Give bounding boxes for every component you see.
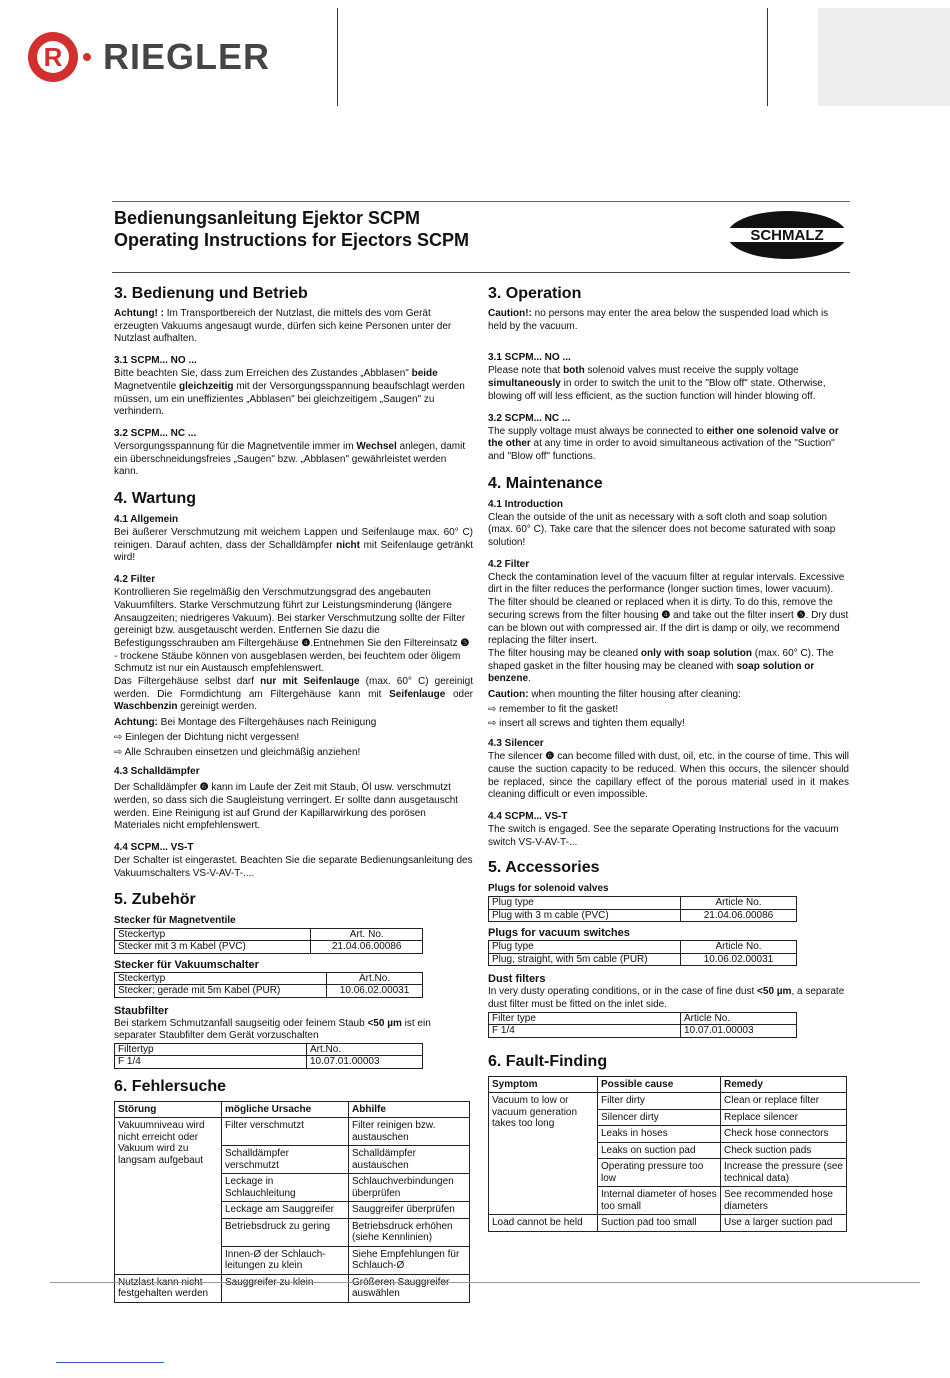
- warning-paragraph: Achtung! : Im Transportbereich der Nutzlast, die mittels des vom Gerät erzeugten Vakuums angesaugt wurde, dürfen sich keine Personen unter der Nutzlast aufhalten.: [114, 308, 452, 345]
- table-title: Plugs for solenoid valves: [488, 883, 609, 895]
- subsection-heading: 4.4 SCPM... VS-T: [488, 810, 568, 822]
- accessory-table: Steckertyp Art.No. Stecker; gerade mit 5m Kabel (PUR) 10.06.02.00031: [114, 972, 423, 998]
- accessory-table: Filtertyp Art.No. F 1/4 10.07.01.00003: [114, 1043, 423, 1069]
- fault-table: Störung mögliche Ursache Abhilfe Vakuumniveau wird nicht erreicht oder Vakuum wird zu langsam aufgebaut Filter verschmutzt Filter reinigen bzw. austauschen Schalldämpfer verschmutzt Schalldämpfer austauschen Leckage in Schlauchleitung Schlauchverbindungen überprüfen Leckage am Sauggreifer Sauggreifer überprüfen Betriebsdruck zu gering Betriebsdruck erhöhen (siehe Kennlinien) Innen-Ø der Schlauch-leitungen zu klein Siehe Empfehlungen für Schlauch-Ø festgehalten werden auswählen: [114, 1101, 470, 1303]
- fault-table: Symptom Possible cause Remedy Vacuum to low or vacuum generation takes too long Filter dirty Clean or replace filter Silencer dirty Replace silencer Leaks in hoses Check hose connectors Leaks on suction pad Check suction pads Operating pressure too low Increase the pressure (see technical data) Internal diameter of hoses too small See recommended hose diameters Load cannot be held Suction pad too small Use a larger suction pad: [488, 1076, 847, 1232]
- callout-6: ❻: [545, 751, 555, 763]
- fault-symptom: festgehalten werden: [115, 1274, 222, 1302]
- doc-title-en: Operating Instructions for Ejectors SCPM: [114, 230, 470, 250]
- subsection-heading: 4.2 Filter: [114, 574, 156, 586]
- schmalz-logo-text: SCHMALZ: [750, 227, 824, 244]
- paragraph: Bei äußerer Verschmutzung mit weichem Lappen und Seifenlauge max. 60° C) reinigen. Darauf achten, dass der Schalldämpfer nicht mit Seifenlauge getränkt wird!: [114, 527, 474, 564]
- paragraph: Please note that both solenoid valves must receive the supply voltage simultaneously in order to switch the unit to the "Blow off" state. Otherwise, blowing off will less efficient, as the suction function will hinder blowing off.: [488, 365, 826, 402]
- paragraph: The supply voltage must always be connected to either one solenoid valve or the other at any time in order to avoid simultaneous activation of the "Suction" and "Blow off" functions.: [488, 425, 839, 462]
- fault-symptom: Load cannot be held: [489, 1215, 598, 1232]
- accessory-table: Plug type Article No. Plug with 3 m cable (PVC) 21.04.06.00086: [488, 896, 797, 922]
- accessory-table: Filter type Article No. F 1/4 10.07.01.00003: [488, 1012, 797, 1038]
- callout-5: ❺: [796, 609, 806, 621]
- english-column: [488, 284, 849, 1232]
- warning-paragraph: Caution!: no persons may enter the area below the suspended load which is held by the vacuum.: [488, 308, 829, 332]
- list-item: ⇨ Alle Schrauben einsetzen und gleichmäßig anziehen!: [114, 746, 361, 758]
- section-heading: 6. Fault-Finding: [488, 1052, 608, 1070]
- footer-rule: [50, 1282, 920, 1283]
- header-divider: [337, 8, 338, 106]
- logo-initial: R: [43, 42, 63, 72]
- callout-4: ❹: [301, 637, 311, 649]
- paragraph: Bei starkem Schmutzanfall saugseitig oder feinem Staub <50 µm ist ein separater Staubfilter dem Gerät vorzuschalten: [114, 1017, 431, 1042]
- table-title: Stecker für Vakuumschalter: [114, 958, 259, 971]
- subsection-heading: 4.4 SCPM... VS-T: [114, 842, 194, 854]
- paragraph: Kontrollieren Sie regelmäßig den Verschmutzungsgrad des angebauten Vakuumfilters. Starke Verschmutzung führt zur Leistungsminderung (längere Ansaugzeiten; niedrigeres Vakuum). Bei starker Verschmutzung sollte der Filter gereinigt bzw. ausgetauscht werden. Entfernen Sie dazu die Befestigungsschrauben am Filtergehäuse ❹.Entnehmen Sie den Filtereinsatz ❺ - trockene Stäube können von ausgeblasen werden, bei feuchtem oder öligem Schmutz ist nur ein Austausch empfehlenswert.: [114, 587, 470, 675]
- subsection-heading: 3.1 SCPM... NO ...: [488, 352, 571, 364]
- callout-5: ❺: [460, 637, 470, 649]
- paragraph: Der Schalldämpfer ❻ kann im Laufe der Zeit mit Staub, Öl usw. verschmutzt werden, so dass sich die Saugleistung verringert. Er sollte dann ausgetauscht werden. Eine Reinigung ist auf Grund der Kapillarwirkung des porösen Materiales nicht empfehlenswert.: [114, 782, 459, 832]
- list-item: ⇨ remember to fit the gasket!: [488, 703, 619, 715]
- table-title: Plugs for vacuum switches: [488, 927, 630, 940]
- subsection-heading: 4.3 Silencer: [488, 738, 544, 750]
- section-heading: 4. Maintenance: [488, 474, 603, 492]
- list-item: ⇨ Einlegen der Dichtung nicht vergessen!: [114, 731, 300, 743]
- footer-link-underline[interactable]: [56, 1362, 164, 1363]
- title-rule-bottom: [112, 272, 850, 273]
- section-heading: 5. Zubehör: [114, 890, 196, 908]
- accessory-table: Steckertyp Art. No. Stecker mit 3 m Kabel (PVC) 21.04.06.00086: [114, 928, 423, 954]
- paragraph: Clean the outside of the unit as necessary with a soft cloth and soap solution (max. 60° C). Take care that the silencer does not become saturated with soap solution!: [488, 511, 836, 549]
- subsection-heading: 3.2 SCPM... NC ...: [488, 412, 571, 424]
- schmalz-logo: [726, 210, 848, 260]
- header-divider: [767, 8, 768, 106]
- brand-name: RIEGLER: [103, 36, 271, 77]
- subsection-heading: 4.1 Introduction: [488, 498, 563, 510]
- paragraph: The silencer ❻ can become filled with dust, oil, etc. in the course of time. This will cause the suction capacity to be reduced. When this occurs, the silencer should be replaced, since the capillary effect of the porous material used in it makes cleaning difficult or even impossible.: [488, 751, 849, 801]
- title-rule-top: [112, 201, 850, 202]
- logo-dot: [83, 53, 91, 61]
- header-placeholder-box: [818, 8, 950, 106]
- fault-symptom: Vacuum to low or vacuum generation takes too long: [489, 1093, 598, 1215]
- subsection-heading: 3.1 SCPM... NO ...: [114, 355, 197, 367]
- table-title: Staubfilter: [114, 1004, 169, 1017]
- paragraph: Check the contamination level of the vacuum filter at regular intervals. Excessive dirt in the filter reduces the performance (longer suction times, lower vacuum). The filter should be cleaned or replaced when it is dirty. To do this, remove the securing screws from the filter housing ❹ and take out the filter insert ❺. Dry dust can be blown out with compressed air. If the dirt is damp or oily, we recommend replacing the filter insert.: [488, 571, 849, 647]
- subsection-heading: 4.1 Allgemein: [114, 514, 179, 526]
- riegler-logo: [28, 26, 270, 88]
- paragraph: Das Filtergehäuse selbst darf nur mit Seifenlauge (max. 60° C) gereinigt werden. Die Formdichtung am Filtergehäuse kann mit Seifenlauge oder Waschbenzin gereinigt werden.: [114, 676, 473, 713]
- accessory-table: Plug type Article No. Plug, straight, with 5m cable (PUR) 10.06.02.00031: [488, 940, 797, 966]
- section-heading: 6. Fehlersuche: [114, 1077, 227, 1095]
- doc-title-de: Bedienungsanleitung Ejektor SCPM: [114, 208, 421, 228]
- section-heading: 4. Wartung: [114, 490, 197, 508]
- subsection-heading: 3.2 SCPM... NC ...: [114, 427, 197, 439]
- riegler-logo-mark: [28, 32, 78, 82]
- german-column: [114, 284, 473, 1303]
- table-title: Dust filters: [488, 973, 546, 986]
- section-heading: 3. Operation: [488, 285, 582, 302]
- section-heading: 5. Accessories: [488, 859, 600, 877]
- paragraph: In very dusty operating conditions, or in the case of fine dust <50 µm, a separate dust filter must be fitted on the inlet side.: [488, 986, 845, 1011]
- paragraph: Bitte beachten Sie, dass zum Erreichen des Zustandes „Abblasen" beide Magnetventile gleichzeitig mit der Versorgungsspannung beaufschlagt werden müssen, um ein uneffizientes „Abblasen" bei gleichzeitigem „Saugen" zu verhindern.: [114, 368, 465, 418]
- section-heading: 3. Bedienung und Betrieb: [114, 285, 308, 302]
- subsection-heading: 4.2 Filter: [488, 558, 530, 570]
- list-item: ⇨ insert all screws and tighten them equally!: [488, 718, 685, 730]
- subsection-heading: 4.3 Schalldämpfer: [114, 766, 200, 778]
- caution-line: Achtung: Bei Montage des Filtergehäuses nach Reinigung: [114, 717, 377, 729]
- paragraph: Versorgungsspannung für die Magnetventile immer im Wechsel anlegen, damit ein überschneidungsfreies „Saugen" bzw. „Abblasen" gewährleistet werden kann.: [114, 440, 466, 478]
- paragraph: The filter housing may be cleaned only with soap solution (max. 60° C). The shaped gasket in the filter housing may be cleaned with soap solution or benzene.: [488, 647, 834, 685]
- callout-4: ❹: [661, 609, 671, 621]
- paragraph: Der Schalter ist eingerastet. Beachten Sie die separate Bedienungsanleitung des Vakuumschalters VS-V-AV-T-....: [114, 855, 473, 879]
- paragraph: The switch is engaged. See the separate Operating Instructions for the vacuum switch VS-V-AV-T-...: [488, 823, 839, 848]
- table-title: Stecker für Magnetventile: [114, 914, 236, 926]
- fault-symptom: Vakuumniveau wird nicht erreicht oder Vakuum wird zu langsam aufgebaut: [115, 1118, 222, 1275]
- callout-6: ❻: [199, 782, 209, 794]
- caution-line: Caution: when mounting the filter housing after cleaning:: [488, 689, 741, 701]
